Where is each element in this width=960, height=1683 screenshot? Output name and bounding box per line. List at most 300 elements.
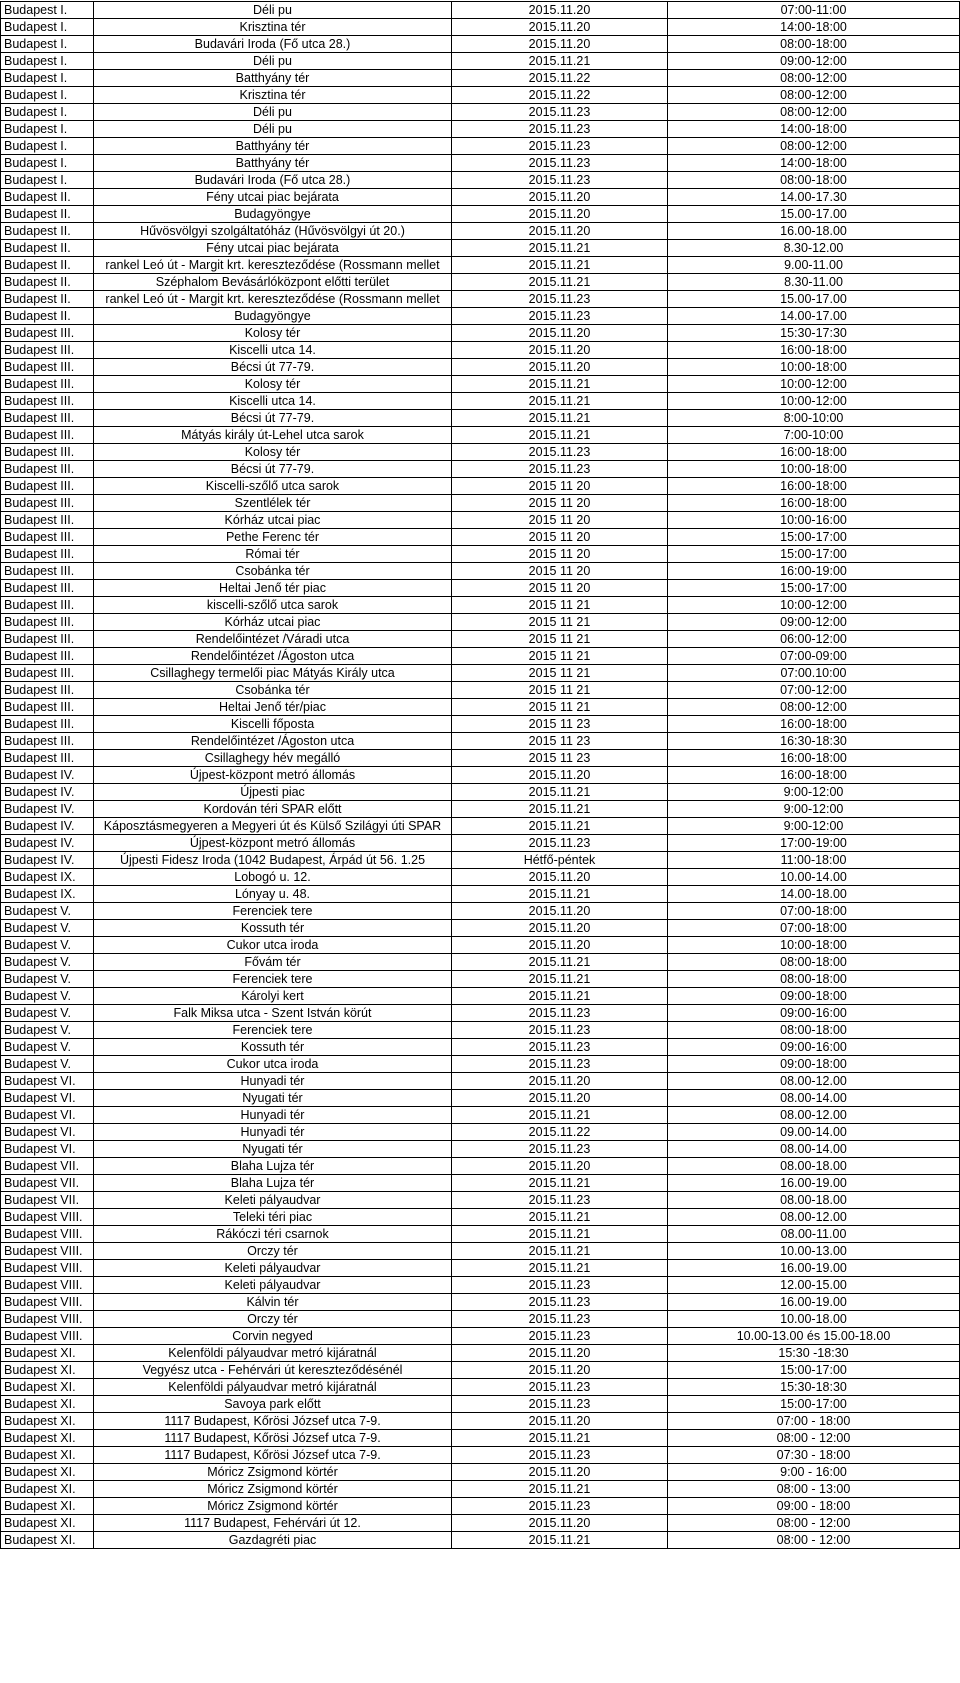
- date-cell: 2015.11.21: [452, 1260, 668, 1277]
- date-cell: 2015.11.22: [452, 87, 668, 104]
- location-cell: Kolosy tér: [94, 325, 452, 342]
- time-cell: 08.00-14.00: [668, 1090, 960, 1107]
- time-cell: 16.00-19.00: [668, 1260, 960, 1277]
- time-cell: 08.00-18.00: [668, 1192, 960, 1209]
- location-cell: Kelenföldi pályaudvar metró kijáratnál: [94, 1379, 452, 1396]
- district-cell: Budapest II.: [1, 189, 94, 206]
- location-cell: Csobánka tér: [94, 682, 452, 699]
- district-cell: Budapest XI.: [1, 1464, 94, 1481]
- time-cell: 16:00-18:00: [668, 495, 960, 512]
- time-cell: 08:00-12:00: [668, 70, 960, 87]
- district-cell: Budapest XI.: [1, 1498, 94, 1515]
- time-cell: 09:00-16:00: [668, 1005, 960, 1022]
- table-row: [1, 1464, 960, 1481]
- location-cell: Újpesti piac: [94, 784, 452, 801]
- time-cell: 15:00-17:00: [668, 546, 960, 563]
- district-cell: Budapest III.: [1, 325, 94, 342]
- time-cell: 14:00-18:00: [668, 155, 960, 172]
- district-cell: Budapest III.: [1, 665, 94, 682]
- table-row: [1, 648, 960, 665]
- table-row: [1, 597, 960, 614]
- location-cell: Kordován téri SPAR előtt: [94, 801, 452, 818]
- date-cell: 2015.11.23: [452, 1498, 668, 1515]
- location-cell: Rákóczi téri csarnok: [94, 1226, 452, 1243]
- date-cell: 2015.11.21: [452, 988, 668, 1005]
- time-cell: 10:00-12:00: [668, 597, 960, 614]
- time-cell: 09.00-14.00: [668, 1124, 960, 1141]
- time-cell: 15:00-17:00: [668, 580, 960, 597]
- table-row: [1, 580, 960, 597]
- table-row: [1, 19, 960, 36]
- time-cell: 9:00 - 16:00: [668, 1464, 960, 1481]
- location-cell: Kórház utcai piac: [94, 512, 452, 529]
- table-row: [1, 1039, 960, 1056]
- location-cell: Kossuth tér: [94, 1039, 452, 1056]
- table-row: [1, 1243, 960, 1260]
- location-cell: Szentlélek tér: [94, 495, 452, 512]
- district-cell: Budapest I.: [1, 155, 94, 172]
- time-cell: 08:00 - 12:00: [668, 1532, 960, 1549]
- location-cell: Déli pu: [94, 2, 452, 19]
- table-row: [1, 376, 960, 393]
- date-cell: 2015.11.23: [452, 308, 668, 325]
- location-cell: Kossuth tér: [94, 920, 452, 937]
- district-cell: Budapest III.: [1, 563, 94, 580]
- time-cell: 07:00-11:00: [668, 2, 960, 19]
- time-cell: 08.00-14.00: [668, 1141, 960, 1158]
- district-cell: Budapest III.: [1, 750, 94, 767]
- table-row: [1, 223, 960, 240]
- date-cell: 2015.11.23: [452, 1039, 668, 1056]
- date-cell: 2015.11.21: [452, 376, 668, 393]
- district-cell: Budapest V.: [1, 988, 94, 1005]
- table-row: [1, 716, 960, 733]
- time-cell: 06:00-12:00: [668, 631, 960, 648]
- table-row: [1, 954, 960, 971]
- time-cell: 07:00-18:00: [668, 920, 960, 937]
- district-cell: Budapest III.: [1, 733, 94, 750]
- location-cell: Kiscelli utca 14.: [94, 393, 452, 410]
- location-cell: Rendelőintézet /Ágoston utca: [94, 733, 452, 750]
- time-cell: 15.00-17.00: [668, 291, 960, 308]
- district-cell: Budapest VII.: [1, 1158, 94, 1175]
- time-cell: 8.30-11.00: [668, 274, 960, 291]
- district-cell: Budapest III.: [1, 376, 94, 393]
- district-cell: Budapest I.: [1, 19, 94, 36]
- location-cell: Keleti pályaudvar: [94, 1192, 452, 1209]
- location-cell: Savoya park előtt: [94, 1396, 452, 1413]
- time-cell: 10:00-16:00: [668, 512, 960, 529]
- table-row: [1, 70, 960, 87]
- table-row: [1, 1158, 960, 1175]
- district-cell: Budapest III.: [1, 410, 94, 427]
- location-cell: Újpest-központ metró állomás: [94, 767, 452, 784]
- district-cell: Budapest VI.: [1, 1073, 94, 1090]
- date-cell: 2015.11.23: [452, 1056, 668, 1073]
- location-cell: Blaha Lujza tér: [94, 1175, 452, 1192]
- table-row: [1, 1141, 960, 1158]
- location-cell: Déli pu: [94, 53, 452, 70]
- time-cell: 16.00-19.00: [668, 1175, 960, 1192]
- time-cell: 08:00-18:00: [668, 954, 960, 971]
- date-cell: 2015 11 20: [452, 580, 668, 597]
- district-cell: Budapest I.: [1, 172, 94, 189]
- location-cell: Déli pu: [94, 121, 452, 138]
- district-cell: Budapest XI.: [1, 1362, 94, 1379]
- table-row: [1, 818, 960, 835]
- time-cell: 10.00-18.00: [668, 1311, 960, 1328]
- date-cell: 2015.11.21: [452, 257, 668, 274]
- date-cell: 2015 11 23: [452, 750, 668, 767]
- location-cell: Mátyás király út-Lehel utca sarok: [94, 427, 452, 444]
- district-cell: Budapest XI.: [1, 1532, 94, 1549]
- location-cell: Kálvin tér: [94, 1294, 452, 1311]
- table-row: [1, 869, 960, 886]
- location-cell: Széphalom Bevásárlóközpont előtti terület: [94, 274, 452, 291]
- date-cell: 2015.11.23: [452, 1277, 668, 1294]
- location-cell: Keleti pályaudvar: [94, 1260, 452, 1277]
- time-cell: 08.00-18.00: [668, 1158, 960, 1175]
- district-cell: Budapest V.: [1, 1022, 94, 1039]
- location-cell: Blaha Lujza tér: [94, 1158, 452, 1175]
- table-row: [1, 410, 960, 427]
- district-cell: Budapest VIII.: [1, 1243, 94, 1260]
- district-cell: Budapest IV.: [1, 767, 94, 784]
- time-cell: 9:00-12:00: [668, 784, 960, 801]
- time-cell: 14.00-17.30: [668, 189, 960, 206]
- date-cell: 2015.11.23: [452, 104, 668, 121]
- date-cell: 2015 11 21: [452, 631, 668, 648]
- time-cell: 16:00-18:00: [668, 716, 960, 733]
- location-cell: Kiscelli főposta: [94, 716, 452, 733]
- district-cell: Budapest VIII.: [1, 1277, 94, 1294]
- date-cell: 2015.11.23: [452, 835, 668, 852]
- time-cell: 14:00-18:00: [668, 121, 960, 138]
- table-row: [1, 614, 960, 631]
- district-cell: Budapest II.: [1, 223, 94, 240]
- date-cell: 2015.11.20: [452, 1464, 668, 1481]
- district-cell: Budapest V.: [1, 1005, 94, 1022]
- district-cell: Budapest III.: [1, 716, 94, 733]
- location-cell: Nyugati tér: [94, 1090, 452, 1107]
- time-cell: 9:00-12:00: [668, 818, 960, 835]
- date-cell: 2015.11.23: [452, 1396, 668, 1413]
- table-row: [1, 36, 960, 53]
- district-cell: Budapest V.: [1, 1056, 94, 1073]
- district-cell: Budapest IV.: [1, 784, 94, 801]
- date-cell: 2015.11.20: [452, 1090, 668, 1107]
- date-cell: 2015.11.20: [452, 223, 668, 240]
- location-cell: Hunyadi tér: [94, 1124, 452, 1141]
- time-cell: 15.00-17.00: [668, 206, 960, 223]
- time-cell: 07:00-12:00: [668, 682, 960, 699]
- time-cell: 15:00-17:00: [668, 1396, 960, 1413]
- district-cell: Budapest III.: [1, 342, 94, 359]
- location-cell: 1117 Budapest, Kőrösi József utca 7-9.: [94, 1413, 452, 1430]
- location-cell: Római tér: [94, 546, 452, 563]
- table-row: [1, 920, 960, 937]
- time-cell: 14.00-18.00: [668, 886, 960, 903]
- district-cell: Budapest VI.: [1, 1124, 94, 1141]
- date-cell: 2015.11.23: [452, 155, 668, 172]
- date-cell: 2015.11.20: [452, 36, 668, 53]
- district-cell: Budapest III.: [1, 597, 94, 614]
- date-cell: 2015.11.23: [452, 1141, 668, 1158]
- time-cell: 11:00-18:00: [668, 852, 960, 869]
- location-cell: Kelenföldi pályaudvar metró kijáratnál: [94, 1345, 452, 1362]
- date-cell: 2015 11 20: [452, 546, 668, 563]
- district-cell: Budapest VIII.: [1, 1311, 94, 1328]
- district-cell: Budapest II.: [1, 308, 94, 325]
- table-row: [1, 1447, 960, 1464]
- date-cell: 2015 11 20: [452, 512, 668, 529]
- location-cell: Bécsi út 77-79.: [94, 359, 452, 376]
- date-cell: 2015.11.20: [452, 937, 668, 954]
- district-cell: Budapest IV.: [1, 852, 94, 869]
- time-cell: 08:00 - 12:00: [668, 1430, 960, 1447]
- date-cell: 2015.11.21: [452, 427, 668, 444]
- table-row: [1, 1226, 960, 1243]
- date-cell: 2015 11 21: [452, 665, 668, 682]
- district-cell: Budapest II.: [1, 206, 94, 223]
- time-cell: 08:00-12:00: [668, 87, 960, 104]
- table-row: [1, 767, 960, 784]
- date-cell: 2015.11.23: [452, 1379, 668, 1396]
- date-cell: 2015.11.20: [452, 189, 668, 206]
- date-cell: 2015.11.21: [452, 410, 668, 427]
- time-cell: 07:00 - 18:00: [668, 1413, 960, 1430]
- date-cell: 2015.11.20: [452, 325, 668, 342]
- date-cell: 2015.11.21: [452, 1430, 668, 1447]
- date-cell: 2015.11.23: [452, 172, 668, 189]
- district-cell: Budapest III.: [1, 580, 94, 597]
- district-cell: Budapest II.: [1, 257, 94, 274]
- location-cell: Orczy tér: [94, 1243, 452, 1260]
- district-cell: Budapest XI.: [1, 1447, 94, 1464]
- date-cell: 2015.11.23: [452, 1447, 668, 1464]
- date-cell: 2015 11 23: [452, 733, 668, 750]
- location-cell: Cukor utca iroda: [94, 1056, 452, 1073]
- table-row: [1, 461, 960, 478]
- location-cell: Fény utcai piac bejárata: [94, 189, 452, 206]
- table-row: [1, 631, 960, 648]
- table-row: [1, 682, 960, 699]
- district-cell: Budapest I.: [1, 87, 94, 104]
- district-cell: Budapest III.: [1, 529, 94, 546]
- date-cell: 2015.11.21: [452, 53, 668, 70]
- time-cell: 08:00-12:00: [668, 104, 960, 121]
- date-cell: 2015 11 21: [452, 699, 668, 716]
- time-cell: 16:00-18:00: [668, 478, 960, 495]
- table-row: [1, 1328, 960, 1345]
- district-cell: Budapest XI.: [1, 1481, 94, 1498]
- time-cell: 09:00-12:00: [668, 614, 960, 631]
- date-cell: 2015.11.23: [452, 1192, 668, 1209]
- time-cell: 08:00-12:00: [668, 138, 960, 155]
- date-cell: 2015.11.22: [452, 1124, 668, 1141]
- date-cell: 2015.11.20: [452, 19, 668, 36]
- table-row: [1, 733, 960, 750]
- date-cell: 2015.11.23: [452, 1311, 668, 1328]
- date-cell: 2015.11.21: [452, 1481, 668, 1498]
- date-cell: 2015.11.20: [452, 1158, 668, 1175]
- location-cell: Kolosy tér: [94, 444, 452, 461]
- time-cell: 15:30 -18:30: [668, 1345, 960, 1362]
- time-cell: 16:00-19:00: [668, 563, 960, 580]
- district-cell: Budapest I.: [1, 2, 94, 19]
- time-cell: 7:00-10:00: [668, 427, 960, 444]
- time-cell: 10.00-13.00: [668, 1243, 960, 1260]
- location-cell: rankel Leó út - Margit krt. kereszteződése (Rossmann mellet: [94, 257, 452, 274]
- date-cell: 2015 11 20: [452, 478, 668, 495]
- table-row: [1, 138, 960, 155]
- table-row: [1, 699, 960, 716]
- date-cell: 2015.11.23: [452, 121, 668, 138]
- table-row: [1, 1379, 960, 1396]
- location-cell: Csillaghegy hév megálló: [94, 750, 452, 767]
- time-cell: 08.00-12.00: [668, 1073, 960, 1090]
- location-cell: Krisztina tér: [94, 87, 452, 104]
- district-cell: Budapest III.: [1, 393, 94, 410]
- date-cell: 2015.11.20: [452, 767, 668, 784]
- district-cell: Budapest III.: [1, 699, 94, 716]
- date-cell: 2015.11.21: [452, 1226, 668, 1243]
- location-cell: Krisztina tér: [94, 19, 452, 36]
- location-cell: Bécsi út 77-79.: [94, 410, 452, 427]
- date-cell: 2015.11.21: [452, 240, 668, 257]
- time-cell: 14:00-18:00: [668, 19, 960, 36]
- district-cell: Budapest V.: [1, 954, 94, 971]
- location-cell: Ferenciek tere: [94, 971, 452, 988]
- location-cell: Heltai Jenő tér piac: [94, 580, 452, 597]
- date-cell: 2015.11.20: [452, 920, 668, 937]
- location-cell: Ferenciek tere: [94, 903, 452, 920]
- location-cell: Hunyadi tér: [94, 1107, 452, 1124]
- district-cell: Budapest VIII.: [1, 1294, 94, 1311]
- time-cell: 07:00.10:00: [668, 665, 960, 682]
- table-row: [1, 172, 960, 189]
- time-cell: 15:00-17:00: [668, 529, 960, 546]
- district-cell: Budapest XI.: [1, 1413, 94, 1430]
- time-cell: 8.30-12.00: [668, 240, 960, 257]
- location-cell: Falk Miksa utca - Szent István körút: [94, 1005, 452, 1022]
- district-cell: Budapest III.: [1, 512, 94, 529]
- date-cell: 2015.11.20: [452, 1515, 668, 1532]
- location-cell: Kiscelli utca 14.: [94, 342, 452, 359]
- location-cell: Batthyány tér: [94, 138, 452, 155]
- district-cell: Budapest VIII.: [1, 1260, 94, 1277]
- time-cell: 08:00-18:00: [668, 971, 960, 988]
- date-cell: 2015.11.20: [452, 1362, 668, 1379]
- table-row: [1, 529, 960, 546]
- time-cell: 16:00-18:00: [668, 444, 960, 461]
- table-row: [1, 1294, 960, 1311]
- table-row: [1, 87, 960, 104]
- district-cell: Budapest V.: [1, 903, 94, 920]
- district-cell: Budapest IV.: [1, 835, 94, 852]
- district-cell: Budapest VI.: [1, 1090, 94, 1107]
- date-cell: 2015 11 21: [452, 648, 668, 665]
- time-cell: 09:00-18:00: [668, 988, 960, 1005]
- table-row: [1, 257, 960, 274]
- time-cell: 08:00-18:00: [668, 1022, 960, 1039]
- time-cell: 9.00-11.00: [668, 257, 960, 274]
- district-cell: Budapest XI.: [1, 1379, 94, 1396]
- district-cell: Budapest II.: [1, 274, 94, 291]
- date-cell: 2015.11.20: [452, 1073, 668, 1090]
- table-row: [1, 1022, 960, 1039]
- location-cell: Heltai Jenő tér/piac: [94, 699, 452, 716]
- table-row: [1, 988, 960, 1005]
- location-cell: Móricz Zsigmond körtér: [94, 1464, 452, 1481]
- table-row: [1, 1532, 960, 1549]
- date-cell: 2015.11.21: [452, 393, 668, 410]
- district-cell: Budapest V.: [1, 937, 94, 954]
- date-cell: 2015.11.21: [452, 1532, 668, 1549]
- district-cell: Budapest II.: [1, 291, 94, 308]
- district-cell: Budapest IV.: [1, 818, 94, 835]
- table-row: [1, 512, 960, 529]
- date-cell: 2015.11.20: [452, 359, 668, 376]
- time-cell: 17:00-19:00: [668, 835, 960, 852]
- district-cell: Budapest I.: [1, 104, 94, 121]
- date-cell: 2015 11 23: [452, 716, 668, 733]
- district-cell: Budapest III.: [1, 682, 94, 699]
- table-row: [1, 1362, 960, 1379]
- date-cell: 2015.11.21: [452, 784, 668, 801]
- table-row: [1, 852, 960, 869]
- location-cell: Újpesti Fidesz Iroda (1042 Budapest, Árpád út 56. 1.25: [94, 852, 452, 869]
- location-cell: Csobánka tér: [94, 563, 452, 580]
- date-cell: 2015.11.21: [452, 954, 668, 971]
- district-cell: Budapest XI.: [1, 1345, 94, 1362]
- table-row: [1, 1260, 960, 1277]
- time-cell: 08.00-12.00: [668, 1107, 960, 1124]
- location-cell: Ferenciek tere: [94, 1022, 452, 1039]
- table-row: [1, 1124, 960, 1141]
- date-cell: 2015.11.23: [452, 1022, 668, 1039]
- location-cell: Batthyány tér: [94, 70, 452, 87]
- table-row: [1, 359, 960, 376]
- time-cell: 16.00-18.00: [668, 223, 960, 240]
- district-cell: Budapest VIII.: [1, 1328, 94, 1345]
- location-cell: Budavári Iroda (Fő utca 28.): [94, 36, 452, 53]
- location-cell: Cukor utca iroda: [94, 937, 452, 954]
- location-cell: Hűvösvölgyi szolgáltatóház (Hűvösvölgyi út 20.): [94, 223, 452, 240]
- location-cell: Rendelőintézet /Váradi utca: [94, 631, 452, 648]
- location-cell: rankel Leó út - Margit krt. kereszteződése (Rossmann mellet: [94, 291, 452, 308]
- date-cell: 2015.11.20: [452, 1413, 668, 1430]
- location-cell: 1117 Budapest, Kőrösi József utca 7-9.: [94, 1447, 452, 1464]
- location-cell: Kórház utcai piac: [94, 614, 452, 631]
- date-cell: 2015.11.22: [452, 70, 668, 87]
- table-row: [1, 206, 960, 223]
- date-cell: 2015.11.21: [452, 971, 668, 988]
- table-row: [1, 121, 960, 138]
- time-cell: 08.00-12.00: [668, 1209, 960, 1226]
- table-row: [1, 1430, 960, 1447]
- date-cell: 2015.11.20: [452, 903, 668, 920]
- location-cell: Budagyöngye: [94, 206, 452, 223]
- location-cell: Nyugati tér: [94, 1141, 452, 1158]
- time-cell: 9:00-12:00: [668, 801, 960, 818]
- date-cell: 2015.11.21: [452, 1175, 668, 1192]
- time-cell: 16:00-18:00: [668, 767, 960, 784]
- table-row: [1, 1345, 960, 1362]
- date-cell: 2015.11.20: [452, 1345, 668, 1362]
- table-row: [1, 291, 960, 308]
- district-cell: Budapest VI.: [1, 1107, 94, 1124]
